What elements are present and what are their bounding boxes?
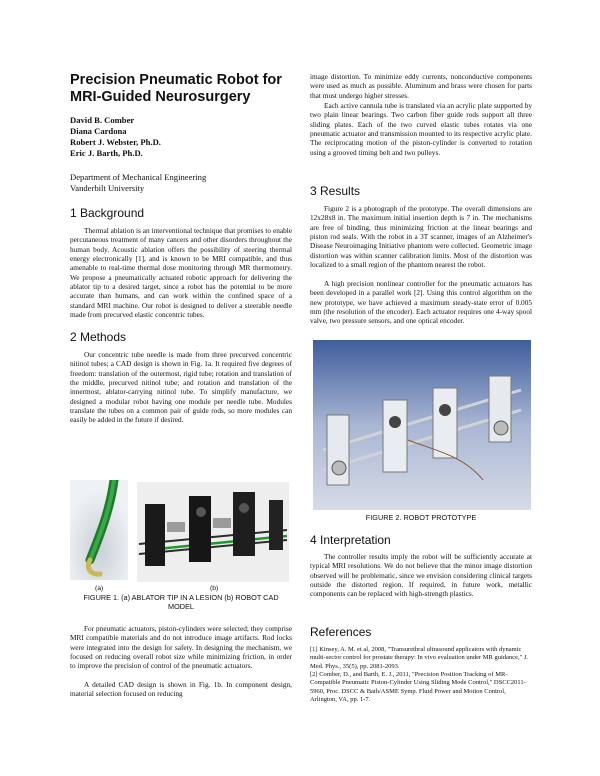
figure1a-label: (a) (95, 585, 104, 592)
affiliation-university: Vanderbilt University (70, 182, 145, 193)
section-heading-references: References (310, 625, 372, 639)
affiliation (70, 172, 206, 193)
reference-1: [1] Kinsey, A. M. et al, 2008, "Transurethral ultrasound applicators with dynamic multi-sector control for prostate therapy: In vivo evaluation under MR guidance," J. Med. Phys., 35(5), pp. 2081-2093. (310, 646, 528, 670)
reference-2: [2] Comber, D., and Barth, E. J., 2011, "Precision Position Tracking of MR-Compatible Pneumatic Piston-Cylinder Using Sliding Mode Control," DSCC2011-5960, Proc. DSCC & Bath/ASME Symp. Fluid Power and Motion Control, Arlington, VA, pp. 1-7. (310, 671, 526, 703)
figure2-prototype-photo (313, 340, 531, 510)
methods-paragraph-1: Our concentric tube needle is made from three precurved concentric nitinol tubes; a CAD design is shown in Fig. 1a. It required five degrees of freedom: translation of the outermost, rigid tube; rotation and translation of the middle, precurved nitinol tube; and rotation and translation of the innermost, ablator-carrying nitinol tube. To simplify manufacture, we designed a modular robot having one module per needle tube. Modules translate the tubes on a common pair of guide rods, so more modules can easily be added in the future if desired. (70, 350, 292, 425)
figure1a-ablator-image (70, 480, 128, 580)
paper-title: Precision Pneumatic Robot for MRI-Guided Neurosurgery (70, 72, 282, 105)
background-paragraph: Thermal ablation is an interventional technique that promises to enable percutaneous treatment of many cancers and other disorders throughout the human body. Acoustic ablation offers the possibility of steering thermal energy electronically [1], and is known to be MRI compatible, and thus amenable to real-time thermal dose monitoring through MR thermometry. We propose a pneumatically actuated robotic approach for delivering the ablator tip to a desired target, since a robot has the potential to be more accurate than humans, and can work within the confined space of a standard MRI machine. Our robot is designed to deliver a steerable needle made from precurved elastic concentric tubes. (70, 226, 292, 320)
results-paragraph-1: Figure 2 is a photograph of the prototype. The overall dimensions are 12x28x8 in. The maximum initial insertion depth is 7 in. The mechanisms are free of binding, thus minimizing friction at the linear bearings and piston rod seals. With the robot in a 3T scanner, images of an Alzheimer's Disease Neuroimaging Initiative phantom were collected. Geometric image distortion was within scanner calibration limits. Most of the distortion was localized to a small region of the phantom nearest the robot. (310, 204, 532, 270)
author: Eric J. Barth, Ph.D. (70, 148, 143, 158)
figure2-caption: FIGURE 2. ROBOT PROTOTYPE (365, 513, 477, 522)
author: Diana Cardona (70, 126, 127, 136)
methods-paragraph-2: For pneumatic actuators, piston-cylinders were selected; they comprise MRI compatible materials and do not introduce image artifacts. Rod locks were integrated into the design for safety. In designing the mechanism, we focused on reducing overall robot size while minimizing friction, in order to improve the precision of control of the pneumatic actuators. (70, 624, 292, 671)
author: Robert J. Webster, Ph.D. (70, 137, 161, 147)
methods-paragraph-5: Each active cannula tube is translated via an acrylic plate supported by two plain linear bearings. Two carbon fiber guide rods support all three sliding plates. Each of the two curved elastic tubes rotates via one pneumatic actuator and transmission mounted to its respective acrylic plate. The reciprocating motion of the piston-cylinder is converted to rotation using a grooved timing belt and two pulleys. (310, 101, 532, 157)
methods-paragraph-3: A detailed CAD design is shown in Fig. 1b. In component design, material selection focused on reducing (70, 680, 292, 699)
figure1-caption: FIGURE 1. (a) ABLATOR TIP IN A LESION (b) ROBOT CAD MODEL (83, 593, 279, 611)
affiliation-department: Department of Mechanical Engineering (70, 172, 207, 182)
figure1b-cad-model (137, 482, 289, 582)
results-paragraph-2: A high precision nonlinear controller for the pneumatic actuators has been developed in a parallel work [2]. Using this control algorithm on the new prototype, we have achieved a maximum steady-state error of 0.005 mm (the resolution of the encoder). Each actuator requires one 4-way spool valve, two pressure sensors, and one optical encoder. (310, 279, 532, 326)
section-heading-interpretation: 4 Interpretation (310, 533, 391, 547)
figure1b-label: (b) (210, 585, 219, 592)
interpretation-paragraph: The controller results imply the robot will be sufficiently accurate at typical MRI resolutions. We do not believe that the minor image distortion observed will be problematic, since we envision considering clinical targets outside the distorted region. If required, in future work, metallic components can be replaced with high-strength plastics. (310, 552, 532, 599)
section-heading-background: 1 Background (70, 206, 145, 220)
section-heading-results: 3 Results (310, 184, 361, 198)
section-heading-methods: 2 Methods (70, 330, 127, 344)
methods-paragraph-4: image distortion. To minimize eddy currents, nonconductive components were used as much as possible. Aluminum and brass were chosen for parts that must undergo higher stresses. (310, 72, 532, 100)
author-list (70, 115, 161, 159)
author: David B. Comber (70, 115, 135, 125)
